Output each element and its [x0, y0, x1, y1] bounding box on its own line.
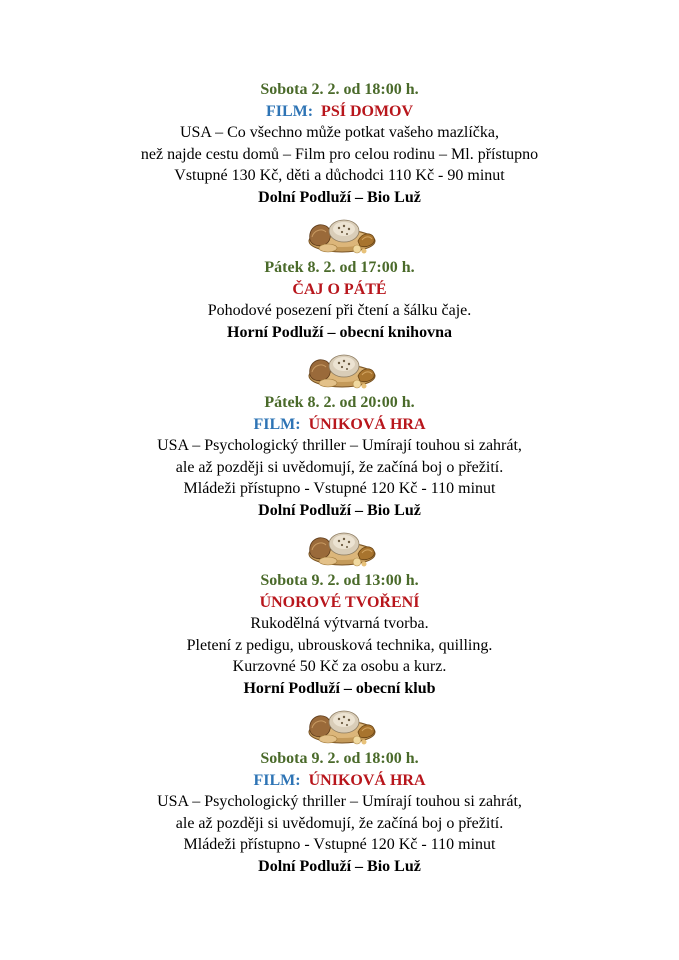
event-description: Pohodové posezení při čtení a šálku čaje.	[207, 302, 472, 319]
event-title-line	[0, 279, 679, 301]
bread-basket-icon	[302, 701, 378, 747]
bread-basket-icon	[302, 345, 378, 391]
event-date: Sobota 9. 2. od 18:00 h.	[260, 750, 419, 767]
event-date: Sobota 9. 2. od 13:00 h.	[260, 572, 419, 589]
divider	[0, 208, 679, 257]
event-type-label: FILM:	[253, 415, 301, 433]
event-description: ale až později si uvědomují, že začíná boj o přežití.	[175, 458, 504, 476]
event-description: Pletení z pedigu, ubrousková technika, quilling.	[186, 636, 493, 654]
event-item	[0, 392, 679, 521]
event-description: Vstupné 130 Kč, děti a důchodci 110 Kč - 90 minut	[174, 167, 505, 184]
event-description: USA – Psychologický thriller – Umírají touhou si zahrát,	[157, 437, 522, 454]
event-venue: Dolní Podluží – Bio Luž	[258, 857, 421, 875]
divider	[0, 699, 679, 748]
divider	[0, 521, 679, 570]
bread-basket-icon	[302, 523, 378, 569]
event-title-line	[0, 414, 679, 436]
event-item	[0, 748, 679, 877]
event-item	[0, 79, 679, 208]
divider	[0, 343, 679, 392]
event-date: Pátek 8. 2. od 20:00 h.	[264, 394, 415, 411]
bread-basket-icon	[302, 210, 378, 256]
event-description: ale až později si uvědomují, že začíná boj o přežití.	[175, 814, 504, 832]
event-venue: Dolní Podluží – Bio Luž	[258, 188, 421, 206]
event-description: Mládeži přístupno - Vstupné 120 Kč - 110 minut	[183, 836, 496, 853]
event-title-line	[0, 592, 679, 614]
event-title: ÚNOROVÉ TVOŘENÍ	[259, 593, 420, 611]
event-item	[0, 257, 679, 343]
event-venue: Horní Podluží – obecní klub	[243, 679, 436, 697]
event-description: USA – Co všechno může potkat vašeho mazlíčka,	[179, 124, 500, 141]
event-title-line	[0, 101, 679, 123]
event-date: Sobota 2. 2. od 18:00 h.	[260, 81, 419, 98]
event-description: Kurzovné 50 Kč za osobu a kurz.	[232, 658, 447, 675]
event-item	[0, 570, 679, 699]
event-list	[0, 79, 679, 877]
event-description: USA – Psychologický thriller – Umírají touhou si zahrát,	[157, 793, 522, 810]
event-title: ÚNIKOVÁ HRA	[308, 415, 426, 433]
event-description: než najde cestu domů – Film pro celou rodinu – Ml. přístupno	[140, 145, 539, 163]
event-venue: Horní Podluží – obecní knihovna	[227, 323, 452, 341]
event-type-label: FILM:	[265, 102, 314, 120]
event-description: Rukodělná výtvarná tvorba.	[250, 615, 429, 632]
event-title: ČAJ O PÁTÉ	[292, 280, 387, 298]
event-description: Mládeži přístupno - Vstupné 120 Kč - 110 minut	[183, 480, 496, 497]
event-title-line	[0, 770, 679, 792]
event-venue: Dolní Podluží – Bio Luž	[258, 501, 421, 519]
event-type-label: FILM:	[253, 771, 301, 789]
event-title: ÚNIKOVÁ HRA	[308, 771, 426, 789]
event-date: Pátek 8. 2. od 17:00 h.	[264, 259, 415, 276]
event-title: PSÍ DOMOV	[321, 102, 414, 120]
